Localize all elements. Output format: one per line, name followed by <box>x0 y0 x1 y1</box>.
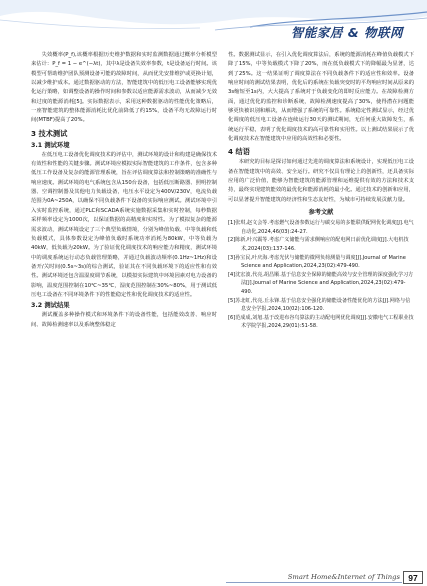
reference-item: [6]范成成,刘旭.基于改进布谷鸟算法的主动配电网优化调度[J].安徽电气工程职业技术学院学报,2024,29(01):51-58. <box>228 314 414 330</box>
test-results-paragraph-cont: 性。数据测试显示，在引入优化调度算法后，系统的能源消耗在峰值负载模式下降了15%，中等负载模式下降了20%，而在低负载模式下的降幅最为显著，达到了25%。这一结果证明了调度算法在不同负载条件下的适应性和效率。设备响应时间的测试结果表明，优化后的系统在负载突变时的平均响应时间从原来的3s缩短至1s内，大大提高了系统对于负载变化的即时反应能力。在故障检测方面，通过优化的监控和诊断系统，故障检测速度提高了30%，使得潜在问题能够更快被识别和解决，从而增强了系统的可靠性。系统稳定性测试显示，经过优化调度的低压电工设备在连续运行30天的测试期间，无任何重大故障发生，系统运行平稳，表明了优化调度技术的高可靠性和实用性。以上测试结果展示了优化调度技术在智能建筑中应用的高效性和必要性。 <box>228 52 414 143</box>
left-column <box>31 51 217 330</box>
masthead-brand: 智能家居 & 物联网 <box>290 25 403 40</box>
intro-paragraph: 失效概率(P_f),该概率根据历史维护数据和实时监测数据通过概率分析模型来估计：P_f = 1 − e^(−λt)，其中λ是设备失效率参数，t是设备运行时间。该模型可帮助维护团队预测设备可能的故障时间，从而优先安排维护或更换计划，以减少维护成本。通过数据驱动的方法，智能建筑中的低压电工设备能够实现优化运行策略，如调整设备的操作时间和参数以适应能源需求波动，从而减少无效和过度的能源消耗[5]。实际数据表示，采用这种数据驱动的性能优化策略后，一座智能建筑的整体能源消耗比优化前降低了约15%，设备平均无故障运行时间(MTBF)提高了20%。 <box>31 52 217 124</box>
reference-item: [3]孙宝民,叶庆海.考虑光伏与储能的微网负荷测量与调度[J].Journal of Marine Science and Application,2024,23(02):479-490. <box>228 254 406 270</box>
reference-item: [5]苏北虹,代亮,丘永锋.基于信息安全强化的储能设备性能优化的方法[J].网络与信息安全学报,2024,10(02):106-120. <box>228 297 411 313</box>
footer-journal-title: Smart Home&Internet of Things <box>287 573 400 581</box>
masthead <box>0 0 427 46</box>
footer-rule <box>226 582 402 583</box>
test-environment-paragraph: 在低压电工设备优化调度技术的评估中，测试环境的设计和构建是确保技术有效性和性能的关键步骤。测试环境应模拟实际智能建筑的工作条件，包含多种低压工作设备及复杂的能源管理系统，旨在评估调度算法和控制策略的准确性与响应速度。测试环境的电气系统包含从150台设备，包括低压断路器、照明控制器、空调控制器及其他电力负载设备，电压水平设定为400V/230V，电流负载范围为0A~250A，以确保不同负载条件下设备的实际响应测试。测试环境中引入实时监控系统，通过PLC和SCADA系统实施数据采集和实时控制，每秒数据采样频率设定为1000次，以保证数据的高精度和实时性。为了模拟复杂的能源需求波动，测试环境设定了三个典型负载情境，分别为峰值负载、中等负载和低负载模式，具体参数设定为峰值负载时系统功率消耗为80kW，中等负载为40kW，低负载为20kW。为了验证优化调度技术的响应能力和精度，测试环境中的调度系统运行动态负载管理策略，并通过负载波动频率(0.1Hz~1Hz)和设备开/关时间(0.5s~3s)的综合测试，验证其在不同负载环境下的适应性和有效性。测试环境还包含温湿度调节系统，以模拟实际建筑中环境因素对电力设备的影响，温度范围控制在10℃~35℃，湿度范围控制在30%~80%，用于测试低压电工设备在不同环境条件下的性能稳定性和优化调度技术的适应性。 <box>31 151 217 298</box>
reference-item: [2]陈新,叶兴霸等.考虑广义储能与需求侧响应的配电网日前优化调度[J].大电机技术,2024(03):137-146. <box>228 237 409 252</box>
conclusion-paragraph: 本研究的目标是探讨如何通过先进的调度算法和系统设计，实现低压电工设备在智能建筑中的高效、安全运行。研究不仅具有理论上的创新性，还具备实际应用的广泛价值，能够为智能建筑的能源管理和运维提供有效的方法和技术支持，最终实现建筑能效的最优化和能源消耗的最小化。通过技术的创新和应用，可以显著提升智能建筑的经济性和生态友好性，为城市可持续发展贡献力量。 <box>228 159 414 203</box>
page-number: 97 <box>403 571 423 584</box>
reference-item: [4]沈宏波,代亮,胡昌顺.基于信息安全保障的储能高效与安全管理的深度强化学习方法[J].Journal of Marine Science and Application,2024,23(02):479-490. <box>228 271 414 295</box>
references-heading: 参考文献 <box>308 209 334 217</box>
test-results-paragraph-start: 测试覆盖多种操作模式和环境条件下的设备性能，包括能效改善、响应时间、故障检测速率以及系统整体稳定 <box>31 312 217 328</box>
subsection-heading-3-2: 3.2 测试结果 <box>31 302 70 310</box>
section-heading-4: 4 结语 <box>228 147 250 157</box>
right-column <box>228 51 414 331</box>
reference-item: [1]张琪,赵文会等.考虑燃气设备参数运行与碳交易的多能联供配网优化调度[J].电气自动化,2024,46(03):24-27. <box>228 220 414 235</box>
section-heading-3: 3 技术测试 <box>31 128 68 138</box>
subsection-heading-3-1: 3.1 测试环境 <box>31 141 70 149</box>
